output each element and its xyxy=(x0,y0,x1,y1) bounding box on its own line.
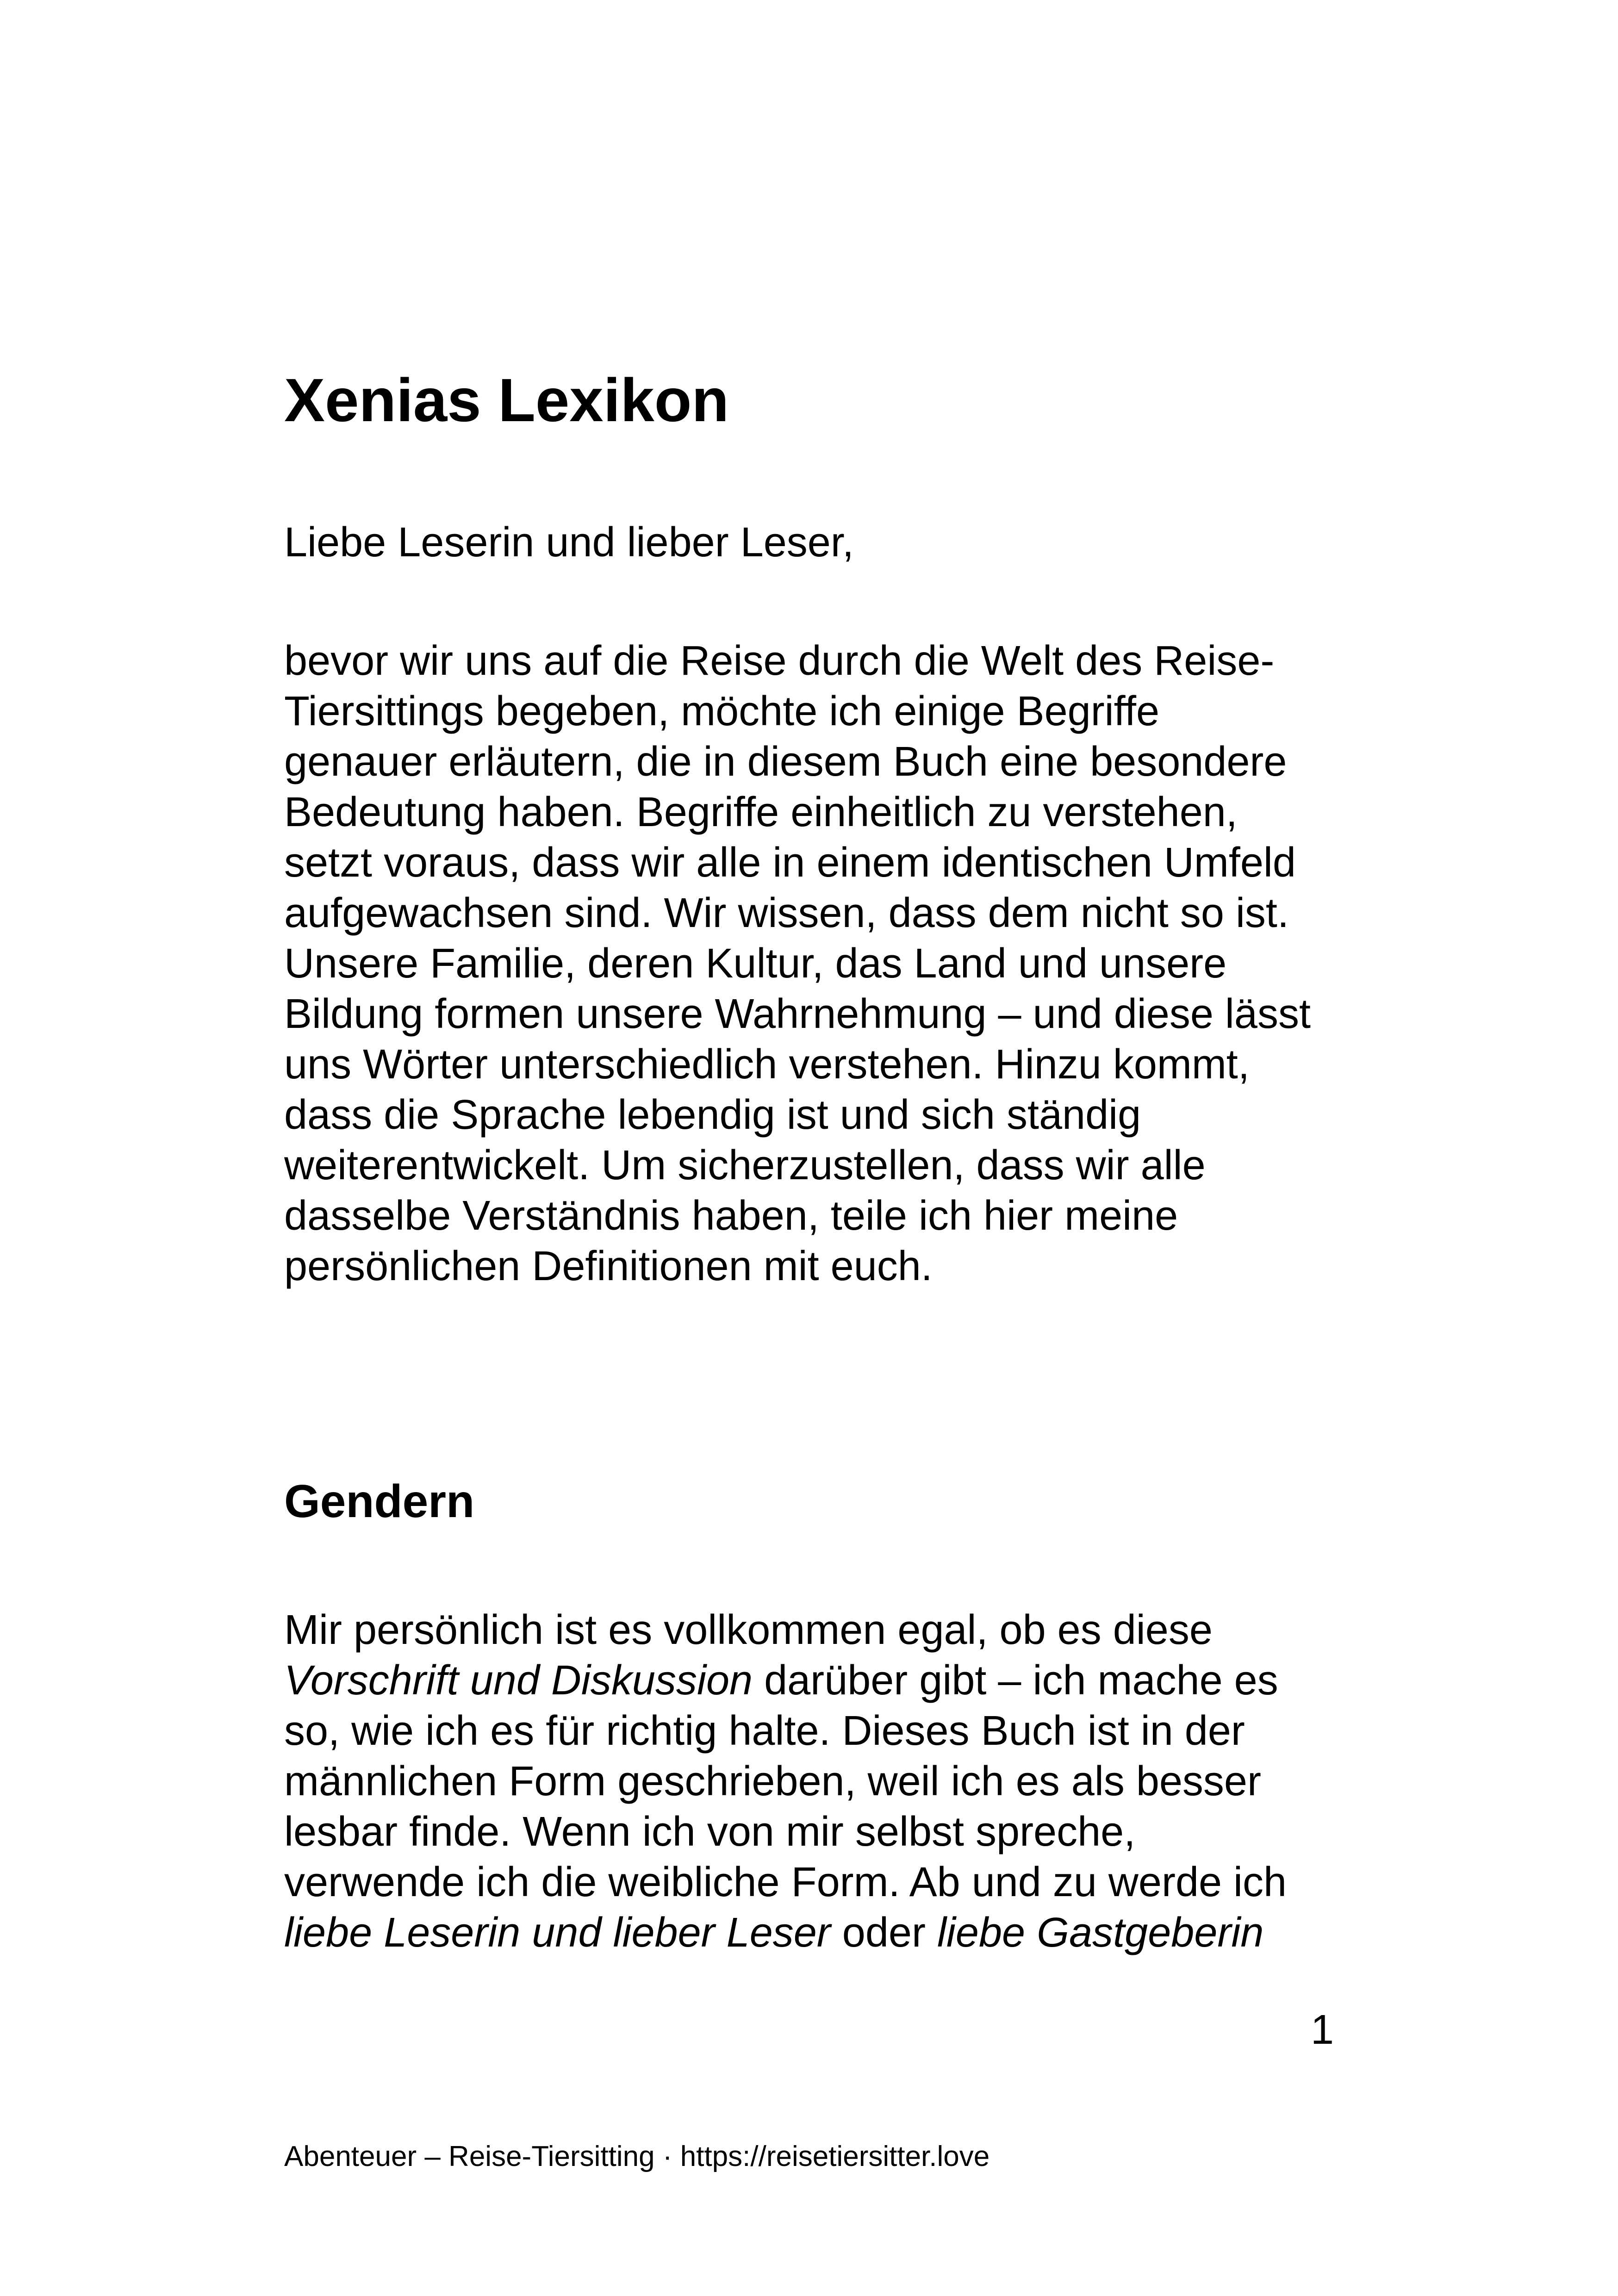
intro-line: Bedeutung haben. Begriffe einheitlich zu verstehen, xyxy=(284,789,1238,835)
intro-line: Tiersittings begeben, möchte ich einige Begriffe xyxy=(284,688,1160,734)
intro-line: dasselbe Verständnis haben, teile ich hier meine xyxy=(284,1193,1178,1239)
gendern-line: verwende ich die weibliche Form. Ab und zu werde ich xyxy=(284,1859,1287,1905)
gendern-text-fragment: darüber gibt – ich mache es xyxy=(753,1657,1278,1704)
intro-line: persönlichen Definitionen mit euch. xyxy=(284,1243,933,1289)
gendern-line xyxy=(284,1655,1353,1706)
intro-line: weiterentwickelt. Um sicherzustellen, dass wir alle xyxy=(284,1142,1206,1188)
intro-line: dass die Sprache lebendig ist und sich ständig xyxy=(284,1092,1141,1138)
gendern-line xyxy=(284,1908,1353,1958)
intro-line: Bildung formen unsere Wahrnehmung – und diese lässt xyxy=(284,991,1311,1037)
gendern-line: Mir persönlich ist es vollkommen egal, ob es diese xyxy=(284,1607,1213,1653)
intro-paragraph xyxy=(284,636,1353,1292)
gendern-line: männlichen Form geschrieben, weil ich es als besser xyxy=(284,1758,1261,1804)
salutation: Liebe Leserin und lieber Leser, xyxy=(284,519,854,566)
gendern-emphasis: Vorschrift und Diskussion xyxy=(284,1657,753,1704)
gendern-line: lesbar finde. Wenn ich von mir selbst spreche, xyxy=(284,1809,1136,1855)
gendern-emphasis: liebe Leserin und lieber Leser xyxy=(284,1910,831,1956)
page-footer: Abenteuer – Reise-Tiersitting · https://reisetiersitter.love xyxy=(284,2140,990,2172)
page-number: 1 xyxy=(1310,2007,1334,2053)
intro-line: aufgewachsen sind. Wir wissen, dass dem nicht so ist. xyxy=(284,890,1289,936)
intro-line: Unsere Familie, deren Kultur, das Land und unsere xyxy=(284,940,1227,987)
section-heading-gendern: Gendern xyxy=(284,1475,475,1527)
intro-line: bevor wir uns auf die Reise durch die Welt des Reise- xyxy=(284,638,1275,684)
gendern-emphasis: liebe Gastgeberin xyxy=(937,1910,1264,1956)
intro-line: genauer erläutern, die in diesem Buch eine besondere xyxy=(284,739,1287,785)
gendern-text-fragment: oder xyxy=(830,1910,937,1956)
gendern-line: so, wie ich es für richtig halte. Dieses Buch ist in der xyxy=(284,1708,1245,1754)
gendern-paragraph xyxy=(284,1605,1353,1958)
page-title: Xenias Lexikon xyxy=(284,366,729,434)
intro-line: setzt voraus, dass wir alle in einem identischen Umfeld xyxy=(284,840,1296,886)
intro-line: uns Wörter unterschiedlich verstehen. Hinzu kommt, xyxy=(284,1041,1250,1088)
